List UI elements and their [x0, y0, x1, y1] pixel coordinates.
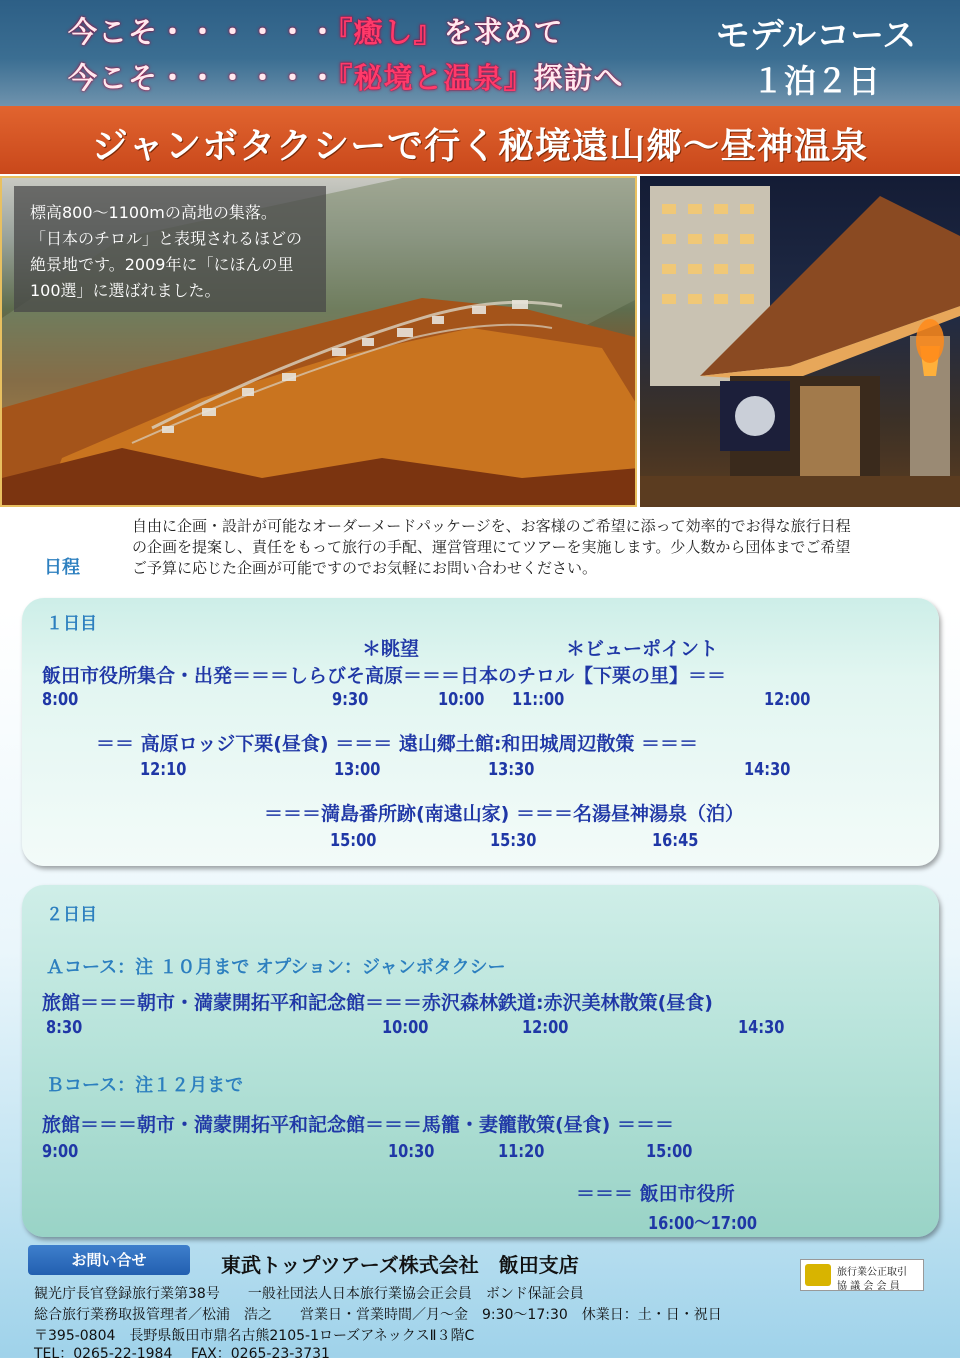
- day1-time: 13:00: [334, 759, 381, 780]
- caption-line: 100選」に選ばれました。: [30, 281, 221, 300]
- course-b-route: 旅館＝＝＝朝市・満蒙開拓平和記念館＝＝＝馬籠・妻籠散策(昼食) ＝＝＝: [42, 1114, 674, 1136]
- tagline-1-highlight: 『癒し』: [338, 15, 444, 49]
- hotel-entrance-illustration: [640, 176, 960, 507]
- course-a-time: 10:00: [382, 1017, 429, 1038]
- course-b-end: ＝＝＝ 飯田市役所: [576, 1183, 735, 1205]
- day1-time: 13:30: [488, 759, 535, 780]
- day1-time: 10:00: [438, 689, 485, 710]
- registration-info: 観光庁長官登録旅行業第38号 一般社団法人日本旅行業協会正会員 ボンド保証会員: [34, 1286, 584, 1302]
- tagline-2-highlight: 『秘境と温泉』: [338, 61, 534, 95]
- course-b-title: Ｂコース：注１２月まで: [46, 1075, 244, 1096]
- intro-line: の企画を提案し、責任をもって旅行の手配、運営管理にてツアーを実施します。少人数から団体までご希望: [132, 538, 851, 556]
- company-name: 東武トップツアーズ株式会社 飯田支店: [221, 1253, 579, 1277]
- day1-note-viewpoint: ＊ビューポイント: [566, 638, 719, 660]
- day1-time: 16:45: [652, 830, 699, 851]
- contact-button[interactable]: お問い合せ: [28, 1245, 190, 1275]
- day1-time: 9:30: [332, 689, 369, 710]
- tagline-1-suffix: を求めて: [443, 15, 564, 49]
- course-b-time: 11:20: [498, 1141, 545, 1162]
- course-a-title: Ａコース：注 １０月まで オプション：ジャンボタクシー: [46, 957, 506, 978]
- intro-line: 自由に企画・設計が可能なオーダーメードパッケージを、お客様のご希望に添って効率的でお得な旅行日程: [132, 517, 851, 535]
- day1-route-row1: 飯田市役所集合・出発＝＝＝しらびそ高原＝＝＝日本のチロル【下栗の里】＝＝: [42, 665, 727, 687]
- page-title: ジャンボタクシーで行く秘境遠山郷～昼神温泉: [91, 126, 869, 167]
- course-b-time: 15:00: [646, 1141, 693, 1162]
- course-b-end-time: 16:00～17:00: [648, 1213, 757, 1234]
- day2-panel: [22, 885, 939, 1237]
- address: 〒395-0804 長野県飯田市鼎名古熊2105-1ローズアネックスⅡ３階C: [34, 1328, 475, 1344]
- assoc-line1: 旅行業公正取引: [837, 1267, 907, 1278]
- course-a-time: 8:30: [46, 1017, 83, 1038]
- day1-time: 11::00: [512, 689, 565, 710]
- day1-time: 12:00: [764, 689, 811, 710]
- day1-note-view: ＊眺望: [362, 638, 420, 660]
- day1-time: 14:30: [744, 759, 791, 780]
- course-b-time: 10:30: [388, 1141, 435, 1162]
- manager-hours-info: 総合旅行業務取扱管理者／松浦 浩之 営業日・営業時間／月～金 9:30～17:30 休業日：土・日・祝日: [34, 1307, 722, 1323]
- phone-fax: TEL：0265-22-1984 FAX：0265-23-3731: [34, 1346, 330, 1358]
- assoc-line2: 協 議 会 会 員: [837, 1281, 900, 1292]
- day1-route-row3: ＝＝＝満島番所跡(南遠山家) ＝＝＝名湯昼神湯泉（泊）: [264, 803, 744, 825]
- caption-line: 「日本のチロル」と表現されるほどの: [30, 229, 303, 248]
- day1-label: １日目: [46, 614, 97, 634]
- course-a-time: 12:00: [522, 1017, 569, 1038]
- tagline-2-suffix: 探訪へ: [533, 61, 624, 95]
- tagline-1: [68, 10, 564, 51]
- intro-line: ご予算に応じた企画が可能ですのでお気軽にお問い合わせください。: [132, 559, 598, 577]
- day1-route-row2: ＝＝ 高原ロッジ下栗(昼食) ＝＝＝ 遠山郷土館:和田城周辺散策 ＝＝＝: [96, 733, 699, 755]
- course-label: モデルコース: [715, 16, 917, 56]
- hotel-entrance-photo: [640, 176, 960, 507]
- council-logo-icon: [805, 1264, 831, 1286]
- course-b-time: 9:00: [42, 1141, 79, 1162]
- caption-line: 絶景地です。2009年に「にほんの里: [30, 255, 294, 274]
- photo-caption: [14, 186, 326, 312]
- day1-time: 8:00: [42, 689, 79, 710]
- day1-time: 12:10: [140, 759, 187, 780]
- course-a-time: 14:30: [738, 1017, 785, 1038]
- fair-trade-council-badge: [800, 1259, 924, 1291]
- day1-time: 15:00: [330, 830, 377, 851]
- course-duration: １泊２日: [751, 62, 880, 100]
- tagline-1-prefix: 今こそ・・・・・・: [68, 15, 339, 49]
- caption-line: 標高800～1100mの高地の集落。: [30, 203, 277, 222]
- tagline-2-prefix: 今こそ・・・・・・: [68, 61, 339, 95]
- tagline-2: [68, 56, 624, 97]
- course-a-route: 旅館＝＝＝朝市・満蒙開拓平和記念館＝＝＝赤沢森林鉄道:赤沢美林散策(昼食): [42, 992, 713, 1014]
- day1-time: 15:30: [490, 830, 537, 851]
- schedule-label: 日程: [44, 557, 80, 578]
- day2-label: ２日目: [46, 905, 97, 925]
